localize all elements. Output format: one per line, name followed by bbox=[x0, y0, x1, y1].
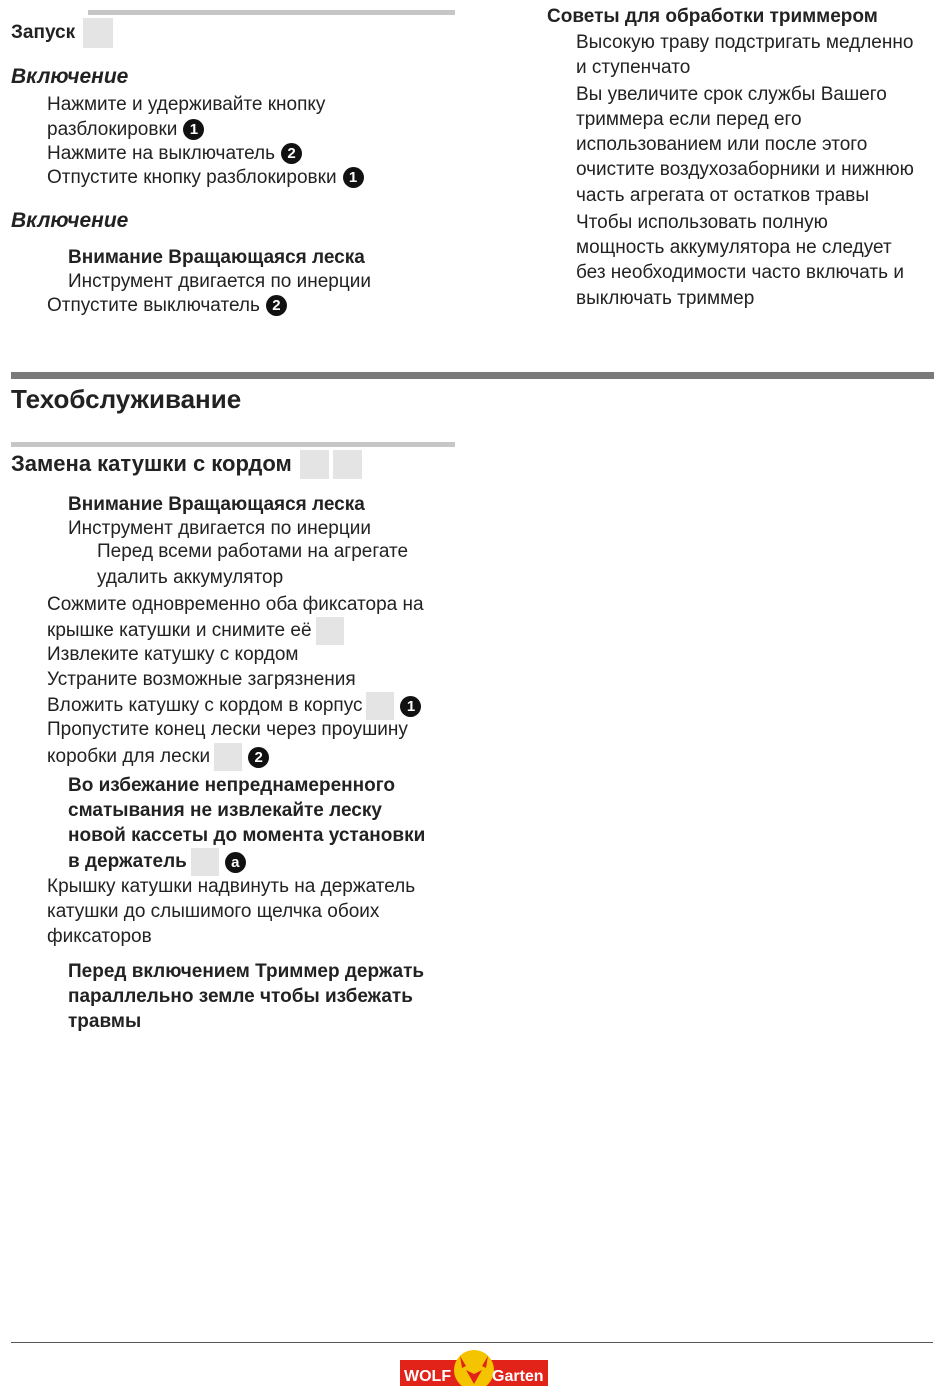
logo-text-left: WOLF bbox=[404, 1368, 452, 1385]
step-number-marker: 2 bbox=[266, 295, 287, 316]
section-rule bbox=[11, 442, 455, 447]
warning-sub: Перед всеми работами на агрегате bbox=[97, 541, 409, 562]
spool-step: Извлеките катушку с кордом bbox=[47, 644, 299, 665]
tips-line: триммера если перед его bbox=[576, 109, 802, 130]
figure-placeholder bbox=[191, 848, 219, 876]
spool-step: Вложить катушку с кордом в корпус 1 bbox=[47, 692, 421, 720]
switch-on-heading: Включение bbox=[11, 65, 129, 88]
tips-line: мощность аккумулятора не следует bbox=[576, 237, 892, 258]
maintenance-heading: Техобслуживание bbox=[11, 384, 242, 414]
warning-text: Инструмент двигается по инерции bbox=[68, 271, 371, 292]
figure-placeholder bbox=[366, 692, 394, 720]
step-letter-marker: a bbox=[225, 852, 246, 873]
tips-line: Высокую траву подстригать медленно bbox=[576, 32, 914, 53]
figure-placeholder bbox=[214, 743, 242, 771]
final-warning-line: параллельно земле чтобы избежать bbox=[68, 986, 413, 1007]
footer-rule bbox=[11, 1342, 933, 1343]
switch-on-step: Отпустите кнопку разблокировки 1 bbox=[47, 165, 364, 190]
tips-line: часть агрегата от остатков травы bbox=[576, 185, 870, 206]
final-warning-line: Перед включением Триммер держать bbox=[68, 961, 425, 982]
spool-heading: Замена катушки с кордом bbox=[11, 451, 292, 476]
section-rule bbox=[88, 10, 455, 15]
figure-placeholder bbox=[300, 450, 329, 479]
step-number-marker: 1 bbox=[183, 119, 204, 140]
switch-on-step: Нажмите на выключатель 2 bbox=[47, 141, 302, 166]
final-warning-line: травмы bbox=[68, 1011, 142, 1032]
tips-heading: Советы для обработки триммером bbox=[547, 6, 878, 27]
step-number-marker: 1 bbox=[400, 696, 421, 717]
figure-placeholder bbox=[333, 450, 362, 479]
switch-on-step: Нажмите и удерживайте кнопку bbox=[47, 94, 326, 115]
warning-text: Инструмент двигается по инерции bbox=[68, 518, 371, 539]
wolf-garten-logo-graphic bbox=[400, 1350, 548, 1386]
figure-placeholder bbox=[316, 617, 344, 645]
note-bold-line: сматывания не извлекайте леску bbox=[68, 800, 382, 821]
launch-heading-row bbox=[11, 18, 113, 48]
note-bold-line: новой кассеты до момента установки bbox=[68, 825, 426, 846]
spool-step: Пропустите конец лески через проушину bbox=[47, 719, 408, 740]
tips-line: без необходимости часто включать и bbox=[576, 262, 904, 283]
spool-step: катушки до слышимого щелчка обоих bbox=[47, 901, 380, 922]
tips-line: Вы увеличите срок службы Вашего bbox=[576, 84, 887, 105]
tips-line: очистите воздухозаборники и нижнюю bbox=[576, 159, 914, 180]
switch-on-step: разблокировки 1 bbox=[47, 117, 204, 142]
step-number-marker: 1 bbox=[343, 167, 364, 188]
tips-line: использованием или после этого bbox=[576, 134, 868, 155]
launch-heading: Запуск bbox=[11, 22, 76, 43]
step-number-marker: 2 bbox=[248, 747, 269, 768]
chapter-rule bbox=[11, 372, 934, 379]
wolf-garten-logo bbox=[400, 1350, 548, 1386]
spool-step: Крышку катушки надвинуть на держатель bbox=[47, 876, 416, 897]
figure-placeholder bbox=[83, 18, 113, 48]
spool-step: крышке катушки и снимите её bbox=[47, 617, 344, 645]
tips-line: и ступенчато bbox=[576, 57, 691, 78]
warning-bold: Внимание Вращающаяся леска bbox=[68, 247, 365, 268]
note-bold-line: Во избежание непреднамеренного bbox=[68, 775, 395, 796]
step-number-marker: 2 bbox=[281, 143, 302, 164]
spool-step: коробки для лески 2 bbox=[47, 743, 269, 771]
tips-line: Чтобы использовать полную bbox=[576, 212, 828, 233]
note-bold-line: в держатель a bbox=[68, 848, 246, 876]
logo-text-right: Garten bbox=[492, 1368, 544, 1385]
switch-off-heading: Включение bbox=[11, 209, 129, 232]
switch-off-step: Отпустите выключатель 2 bbox=[47, 293, 287, 318]
spool-step: Сожмите одновременно оба фиксатора на bbox=[47, 594, 424, 615]
spool-step: фиксаторов bbox=[47, 926, 152, 947]
tips-line: выключать триммер bbox=[576, 288, 755, 309]
spool-heading-row bbox=[11, 449, 362, 479]
spool-step: Устраните возможные загрязнения bbox=[47, 669, 356, 690]
warning-bold: Внимание Вращающаяся леска bbox=[68, 494, 365, 515]
warning-sub: удалить аккумулятор bbox=[97, 567, 284, 588]
